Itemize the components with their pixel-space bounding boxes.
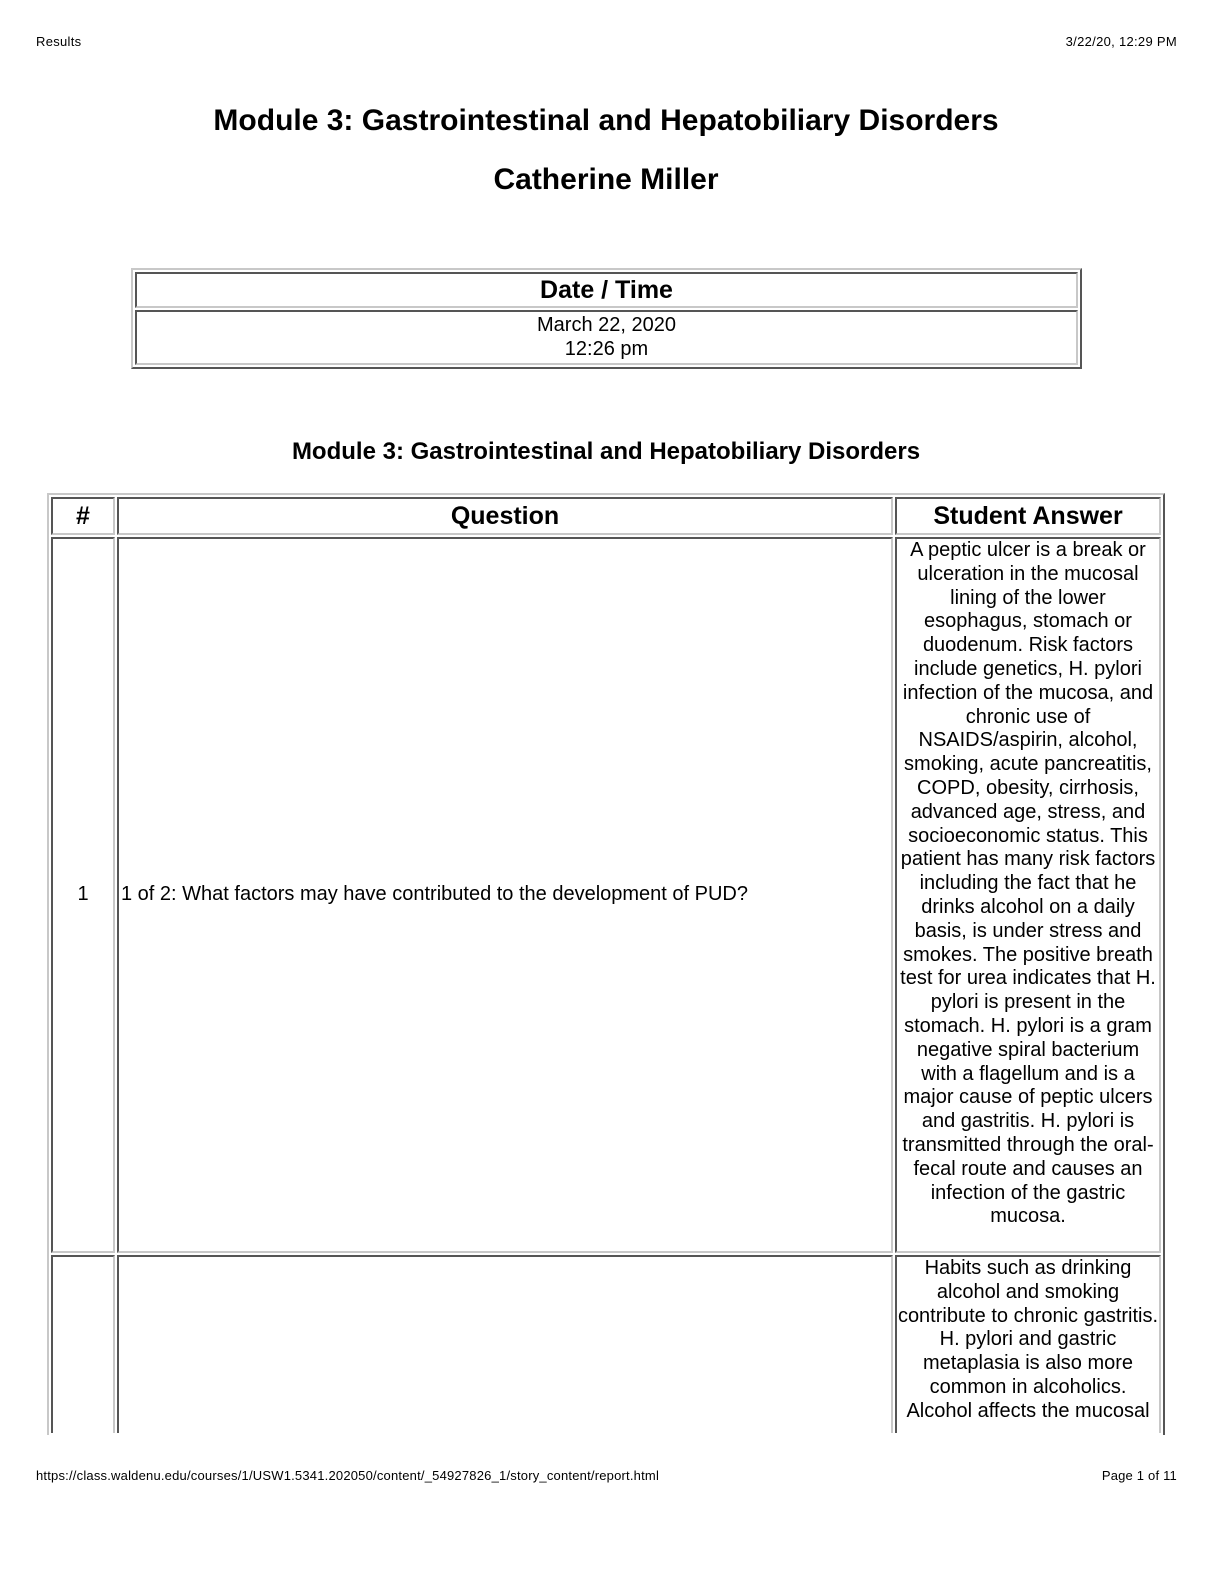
section-title: Module 3: Gastrointestinal and Hepatobiliary Disorders xyxy=(291,438,921,465)
print-footer xyxy=(36,1468,1177,1486)
print-header-title: Results xyxy=(36,34,82,49)
column-header-answer: Student Answer xyxy=(895,497,1161,535)
page-url: https://class.waldenu.edu/courses/1/USW1.5341.202050/content/_54927826_1/story_content/report.html xyxy=(36,1468,660,1483)
page-number: Page 1 of 11 xyxy=(1101,1468,1177,1483)
print-header-timestamp: 3/22/20, 12:29 PM xyxy=(1065,34,1177,49)
question-number xyxy=(51,1255,115,1433)
page-title: Module 3: Gastrointestinal and Hepatobiliary Disorders xyxy=(213,104,999,137)
column-header-number: # xyxy=(51,497,115,535)
table-row xyxy=(51,1255,1161,1433)
student-name: Catherine Miller xyxy=(493,163,719,196)
question-text: 1 of 2: What factors may have contributed to the development of PUD? xyxy=(117,537,893,1253)
date-value: March 22, 2020 xyxy=(537,314,676,336)
table-row xyxy=(51,537,1161,1253)
column-header-question: Question xyxy=(117,497,893,535)
question-number: 1 xyxy=(51,537,115,1253)
date-time-header: Date / Time xyxy=(135,272,1078,308)
time-value: 12:26 pm xyxy=(564,338,649,360)
question-text xyxy=(117,1255,893,1433)
question-answer-table xyxy=(47,493,1165,1435)
student-answer: A peptic ulcer is a break or ulceration in the mucosal lining of the lower esophagus, stomach or duodenum. Risk factors include genetics, H. pylori infection of the mucosa, and chronic use of NSAIDS/aspirin, alcohol, smoking, acute pancreatitis, COPD, obesity, cirrhosis, advanced age, stress, and socioeconomic status. This patient has many risk factors including the fact that he drinks alcohol on a daily basis, is under stress and smokes. The positive breath test for urea indicates that H. pylori is present in the stomach. H. pylori is a gram negative spiral bacterium with a flagellum and is a major cause of peptic ulcers and gastritis. H. pylori is transmitted through the oral-fecal route and causes an infection of the gastric mucosa. xyxy=(895,537,1161,1253)
student-answer: Habits such as drinking alcohol and smoking contribute to chronic gastritis. H. pylori and gastric metaplasia is also more common in alcoholics. Alcohol affects the mucosal xyxy=(895,1255,1161,1433)
